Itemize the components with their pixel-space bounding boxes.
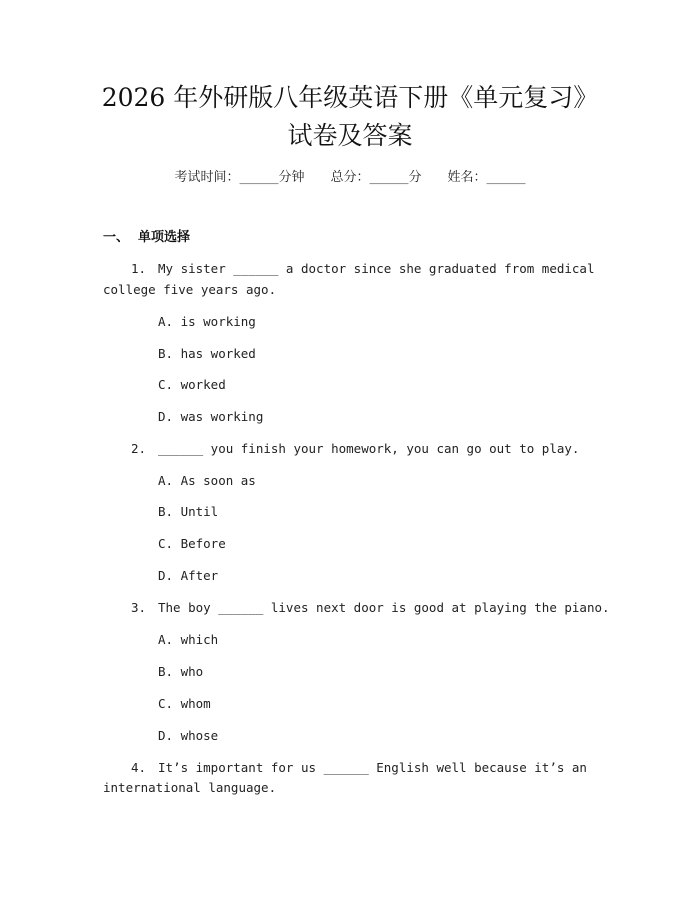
question-4-line-1 (131, 759, 587, 777)
question-2-number: 2. (131, 441, 147, 456)
question-3-number: 3. (131, 600, 147, 615)
exam-title-line-1: 2026 年外研版八年级英语下册《单元复习》 (101, 83, 599, 112)
exam-time-field: 考试时间：______分钟 (174, 170, 305, 185)
student-name-field: 姓名：______ (447, 170, 526, 185)
question-1-line-2: college five years ago. (103, 282, 277, 297)
question-3-option-d: D. whose (158, 728, 219, 743)
question-2-option-a: A. As soon as (158, 473, 256, 488)
question-1-line-1 (131, 260, 595, 278)
question-3-option-c: C. whom (158, 696, 211, 711)
question-2-line-1 (131, 440, 579, 458)
question-2-option-d: D. After (158, 568, 219, 583)
question-1-number: 1. (131, 261, 147, 276)
question-2-text: ______ you finish your homework, you can go out to play. (158, 441, 580, 456)
question-1-option-b: B. has worked (158, 346, 256, 361)
question-1-option-d: D. was working (158, 409, 264, 424)
question-3-option-b: B. who (158, 664, 204, 679)
question-4-text: It’s important for us ______ English well because it’s an (158, 760, 587, 775)
question-1-text: My sister ______ a doctor since she graduated from medical (158, 261, 595, 276)
question-4-line-2: international language. (103, 780, 277, 795)
total-score-field: 总分：______分 (330, 170, 422, 185)
question-4-number: 4. (131, 760, 147, 775)
question-2-option-b: B. Until (158, 504, 219, 519)
question-3-option-a: A. which (158, 632, 219, 647)
question-1-option-a: A. is working (158, 314, 256, 329)
question-3-text: The boy ______ lives next door is good at playing the piano. (158, 600, 610, 615)
exam-info-bar (0, 168, 700, 188)
section-heading-single-choice: 一、 单项选择 (103, 230, 191, 245)
question-3-line-1 (131, 599, 610, 617)
question-2-option-c: C. Before (158, 536, 226, 551)
exam-title-line-2: 试卷及答案 (287, 121, 413, 150)
question-1-option-c: C. worked (158, 377, 226, 392)
